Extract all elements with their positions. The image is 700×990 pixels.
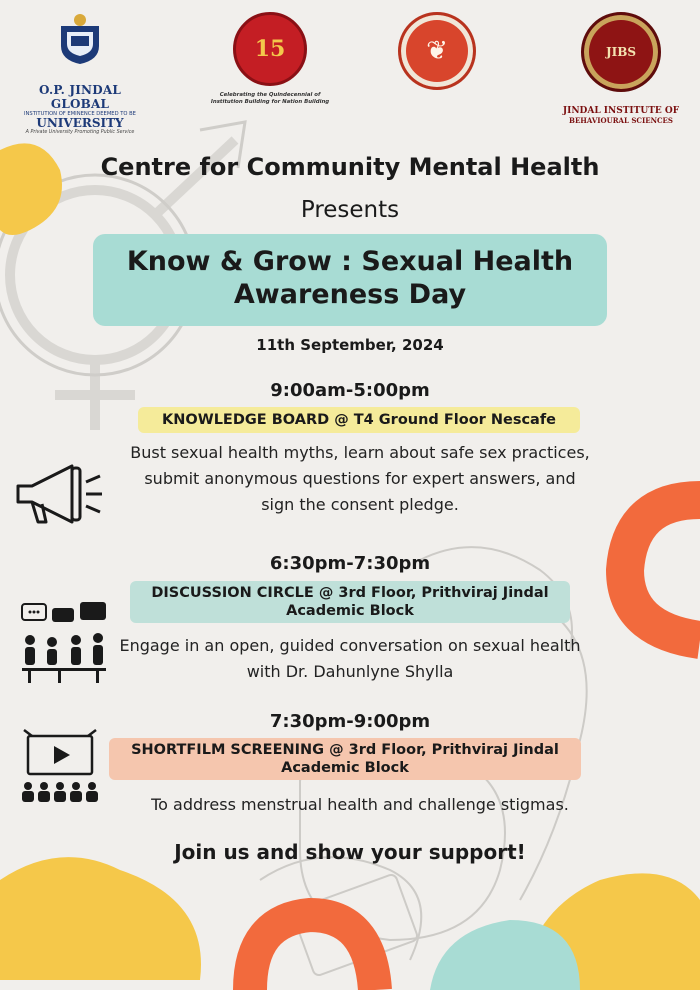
presents-text: Presents: [300, 197, 400, 223]
opj-name-line1: O.P. JINDAL GLOBAL: [39, 83, 121, 111]
event-time: 9:00am-5:00pm: [270, 380, 430, 401]
event-time: 6:30pm-7:30pm: [269, 553, 431, 574]
event-location: [130, 581, 570, 623]
ccmh-logo: [398, 12, 474, 90]
event-location: [109, 738, 581, 780]
event-title-line2: Awareness Day: [233, 279, 467, 310]
jibs-name-line1: JINDAL INSTITUTE OF: [562, 106, 680, 116]
event-title: [93, 234, 607, 326]
discussion-group-icon: [18, 602, 110, 686]
jibs-seal-icon: [581, 12, 661, 92]
megaphone-icon: [14, 462, 106, 528]
event-description: Engage in an open, guided conversation on sexual health with Dr. Dahunlyne Shylla: [119, 636, 581, 681]
anniversary-logo: [210, 12, 330, 106]
opj-name-line2: INSTITUTION OF EMINENCE DEEMED TO BE: [24, 111, 136, 117]
event-location-line2: Academic Block: [281, 760, 409, 776]
call-to-action: Join us and show your support!: [174, 840, 526, 864]
event-location: [138, 407, 580, 433]
event-date: 11th September, 2024: [256, 336, 444, 354]
event-location-line1: DISCUSSION CIRCLE @ 3rd Floor, Prithviraj Jindal: [151, 585, 549, 601]
event-location-line1: SHORTFILM SCREENING @ 3rd Floor, Prithviraj Jindal: [131, 742, 559, 758]
event-description: Bust sexual health myths, learn about safe sex practices, submit anonymous questions for expert answers, and sign the consent pledge.: [130, 443, 590, 514]
film-screening-icon: [18, 728, 102, 806]
event-location-line1: KNOWLEDGE BOARD @ T4 Ground Floor Nescafe: [162, 412, 556, 428]
organizer-heading: Centre for Community Mental Health: [100, 153, 600, 181]
jibs-name-line2: BEHAVIOURAL SCIENCES: [569, 116, 673, 125]
opj-tagline: A Private University Promoting Public Service: [25, 130, 135, 135]
jibs-seal-text: JIBS: [605, 45, 637, 59]
event-time: 7:30pm-9:00pm: [269, 711, 431, 732]
event-location-line2: Academic Block: [286, 603, 414, 619]
event-title-line1: Know & Grow : Sexual Health: [126, 246, 574, 277]
opj-name-line3: UNIVERSITY: [36, 116, 124, 130]
opj-university-logo: [14, 12, 146, 135]
ccmh-seal-icon: ❦: [398, 12, 476, 90]
university-crest-icon: [57, 12, 103, 66]
anniversary-number: 15: [254, 36, 286, 62]
anniversary-seal-icon: [233, 12, 307, 86]
jibs-logo: [548, 12, 694, 125]
event-description: To address menstrual health and challenge stigmas.: [151, 795, 569, 814]
anniversary-tagline: Celebrating the Quindecennial of Institution Building for Nation Building: [210, 92, 330, 105]
